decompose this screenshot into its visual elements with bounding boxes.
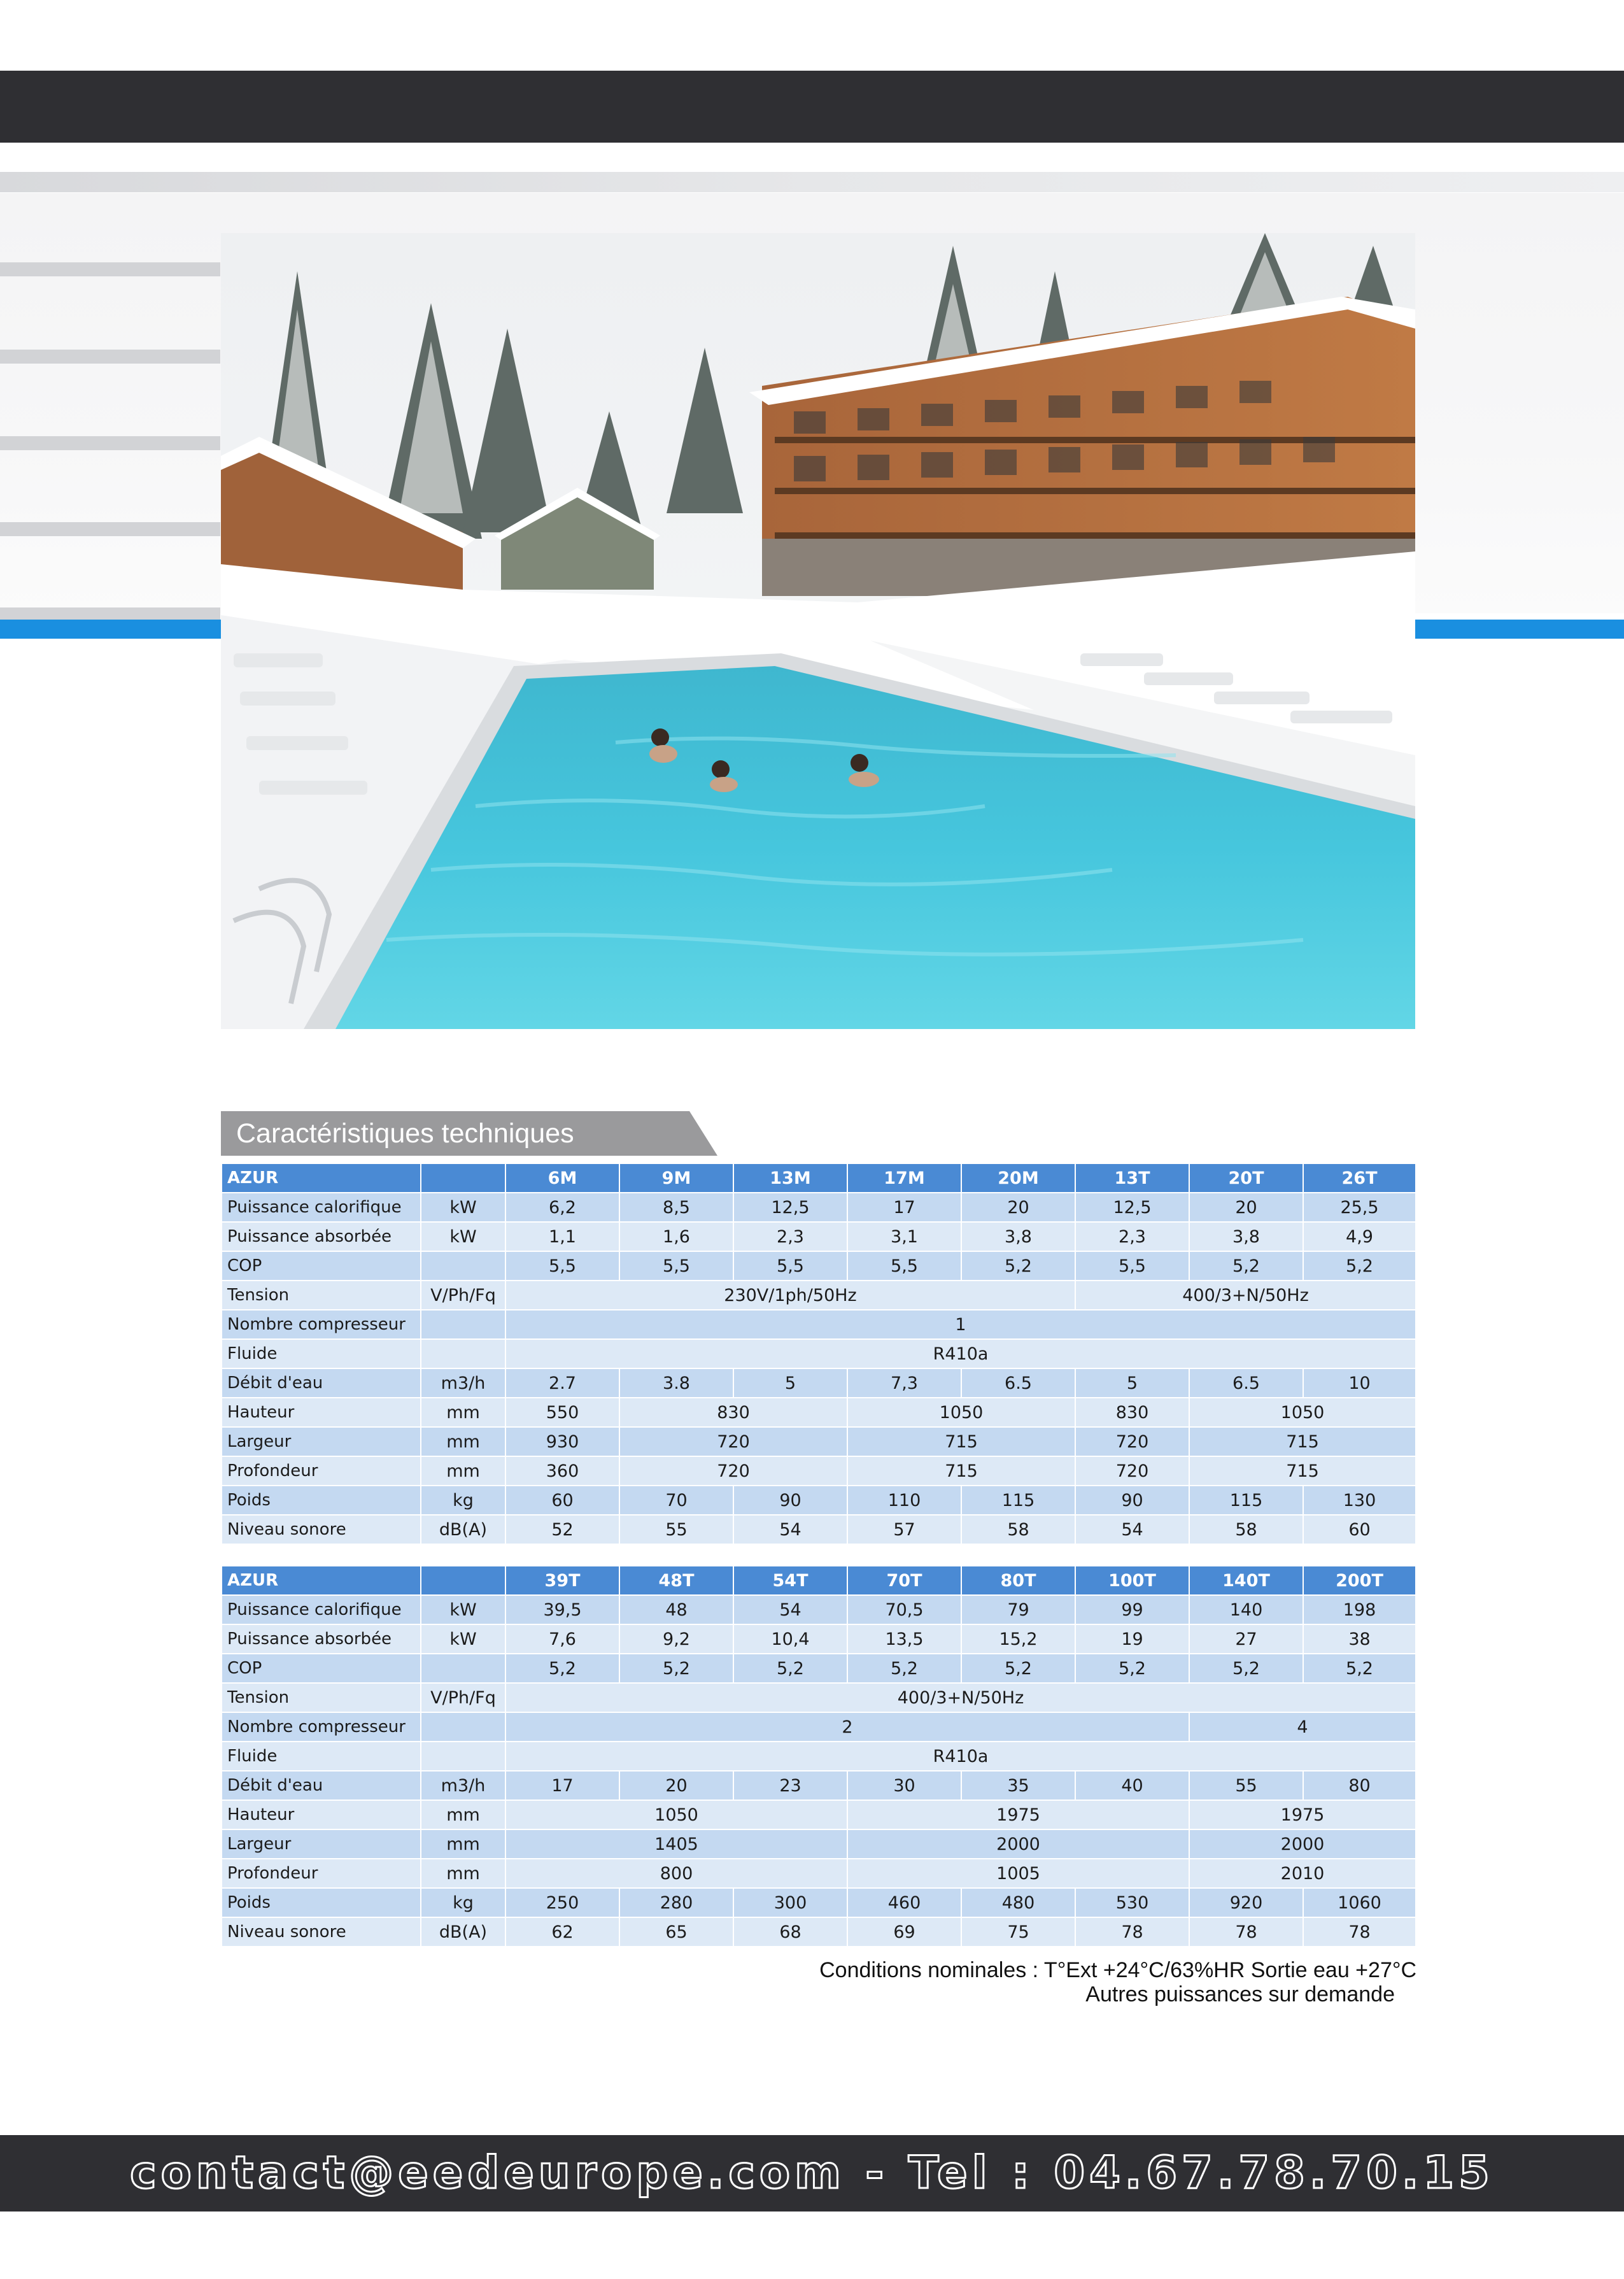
table-row [222, 1771, 1416, 1800]
value-cell: 78 [1303, 1917, 1416, 1947]
unit-cell [421, 1339, 505, 1368]
model-header: 9M [619, 1163, 733, 1193]
pool-photo [221, 233, 1415, 1029]
unit-cell: kW [421, 1193, 505, 1222]
value-cell: 5,5 [505, 1251, 619, 1281]
value-cell: 5,5 [1075, 1251, 1189, 1281]
value-cell: 70,5 [847, 1595, 961, 1624]
left-stripe [0, 436, 220, 450]
value-cell: 715 [1189, 1456, 1416, 1486]
value-cell: 68 [733, 1917, 847, 1947]
value-cell: 230V/1ph/50Hz [505, 1281, 1075, 1310]
value-cell: 1,6 [619, 1222, 733, 1251]
blue-accent-stripe [0, 620, 221, 639]
value-cell: 80 [1303, 1771, 1416, 1800]
value-cell: 2,3 [1075, 1222, 1189, 1251]
table-row [222, 1742, 1416, 1771]
footer-bar [0, 2135, 1624, 2212]
unit-cell: mm [421, 1427, 505, 1456]
spec-table-1 [221, 1163, 1416, 1545]
table-row [222, 1427, 1416, 1456]
value-cell: 17 [505, 1771, 619, 1800]
value-cell: 55 [1189, 1771, 1303, 1800]
value-cell: 360 [505, 1456, 619, 1486]
value-cell: 57 [847, 1515, 961, 1544]
value-cell: 5,2 [733, 1654, 847, 1683]
value-cell: 40 [1075, 1771, 1189, 1800]
unit-cell [421, 1251, 505, 1281]
value-cell: 198 [1303, 1595, 1416, 1624]
row-label: Fluide [222, 1339, 421, 1368]
table-row [222, 1712, 1416, 1742]
other-power-note: Autres puissances sur demande [1085, 1982, 1395, 2006]
model-header: 100T [1075, 1566, 1189, 1595]
row-label: Tension [222, 1281, 421, 1310]
value-cell: 130 [1303, 1486, 1416, 1515]
value-cell: 25,5 [1303, 1193, 1416, 1222]
value-cell: 460 [847, 1888, 961, 1917]
value-cell: 4,9 [1303, 1222, 1416, 1251]
model-header: 140T [1189, 1566, 1303, 1595]
row-label: Largeur [222, 1427, 421, 1456]
value-cell: 55 [619, 1515, 733, 1544]
unit-cell [421, 1712, 505, 1742]
row-label: Profondeur [222, 1859, 421, 1888]
value-cell: 27 [1189, 1624, 1303, 1654]
value-cell: 5 [1075, 1368, 1189, 1398]
row-label: Hauteur [222, 1398, 421, 1427]
model-header: 6M [505, 1163, 619, 1193]
unit-cell: kg [421, 1888, 505, 1917]
value-cell: 13,5 [847, 1624, 961, 1654]
unit-cell: kW [421, 1222, 505, 1251]
unit-cell [421, 1654, 505, 1683]
value-cell: 99 [1075, 1595, 1189, 1624]
row-label: Nombre compresseur [222, 1712, 421, 1742]
value-cell: 300 [733, 1888, 847, 1917]
table-brand: AZUR [222, 1566, 421, 1595]
value-cell: 3,8 [961, 1222, 1075, 1251]
unit-cell: mm [421, 1829, 505, 1859]
table-row [222, 1251, 1416, 1281]
value-cell: 715 [847, 1427, 1075, 1456]
model-header: 20T [1189, 1163, 1303, 1193]
value-cell: 9,2 [619, 1624, 733, 1654]
row-label: Poids [222, 1486, 421, 1515]
value-cell: 60 [1303, 1515, 1416, 1544]
model-header: 26T [1303, 1163, 1416, 1193]
value-cell: 715 [847, 1456, 1075, 1486]
value-cell: 400/3+N/50Hz [1075, 1281, 1416, 1310]
unit-cell [421, 1742, 505, 1771]
row-label: Tension [222, 1683, 421, 1712]
value-cell: 2.7 [505, 1368, 619, 1398]
row-label: Puissance calorifique [222, 1595, 421, 1624]
model-header: 20M [961, 1163, 1075, 1193]
value-cell: 75 [961, 1917, 1075, 1947]
value-cell: 5,2 [505, 1654, 619, 1683]
model-header: 48T [619, 1566, 733, 1595]
row-label: Puissance absorbée [222, 1624, 421, 1654]
value-cell: 530 [1075, 1888, 1189, 1917]
value-cell: 48 [619, 1595, 733, 1624]
model-header: 70T [847, 1566, 961, 1595]
value-cell: 6,2 [505, 1193, 619, 1222]
header-cell [421, 1566, 505, 1595]
unit-cell: kW [421, 1595, 505, 1624]
table-row [222, 1917, 1416, 1947]
value-cell: 5,2 [1303, 1654, 1416, 1683]
value-cell: 720 [1075, 1427, 1189, 1456]
row-label: Profondeur [222, 1456, 421, 1486]
unit-cell: V/Ph/Fq [421, 1281, 505, 1310]
section-title-tab [221, 1111, 717, 1156]
winter-outdoor-pool-photo-icon [221, 233, 1415, 1029]
value-cell: 800 [505, 1859, 847, 1888]
value-cell: 1975 [1189, 1800, 1416, 1829]
value-cell: 10,4 [733, 1624, 847, 1654]
unit-cell: dB(A) [421, 1515, 505, 1544]
value-cell: 58 [961, 1515, 1075, 1544]
value-cell: 930 [505, 1427, 619, 1456]
row-label: Niveau sonore [222, 1515, 421, 1544]
row-label: Puissance absorbée [222, 1222, 421, 1251]
nominal-conditions-note: Conditions nominales : T°Ext +24°C/63%HR Sortie eau +27°C [819, 1958, 1416, 1982]
table-row [222, 1683, 1416, 1712]
value-cell: 115 [961, 1486, 1075, 1515]
value-cell: 2,3 [733, 1222, 847, 1251]
model-header: 17M [847, 1163, 961, 1193]
value-cell: 54 [1075, 1515, 1189, 1544]
value-cell: 20 [619, 1771, 733, 1800]
table-row [222, 1456, 1416, 1486]
row-label: Débit d'eau [222, 1368, 421, 1398]
value-cell: 7,6 [505, 1624, 619, 1654]
value-cell: 830 [619, 1398, 847, 1427]
value-cell: 110 [847, 1486, 961, 1515]
table-row [222, 1829, 1416, 1859]
value-cell: 90 [1075, 1486, 1189, 1515]
value-cell: 78 [1189, 1917, 1303, 1947]
value-cell: 1405 [505, 1829, 847, 1859]
value-cell: 35 [961, 1771, 1075, 1800]
value-cell: 5,2 [1189, 1654, 1303, 1683]
value-cell: 5,2 [961, 1654, 1075, 1683]
value-cell: 250 [505, 1888, 619, 1917]
table-row [222, 1193, 1416, 1222]
section-title: Caractéristiques techniques [236, 1118, 574, 1149]
table-row [222, 1515, 1416, 1544]
value-cell: 1050 [1189, 1398, 1416, 1427]
unit-cell: mm [421, 1398, 505, 1427]
row-label: Fluide [222, 1742, 421, 1771]
unit-cell: mm [421, 1456, 505, 1486]
left-stripe [0, 262, 220, 276]
value-cell: 79 [961, 1595, 1075, 1624]
model-header: 13T [1075, 1163, 1189, 1193]
value-cell: 5,2 [1075, 1654, 1189, 1683]
unit-cell: kW [421, 1624, 505, 1654]
value-cell: 5,2 [1189, 1251, 1303, 1281]
value-cell: 10 [1303, 1368, 1416, 1398]
unit-cell: V/Ph/Fq [421, 1683, 505, 1712]
value-cell: 115 [1189, 1486, 1303, 1515]
value-cell: 54 [733, 1595, 847, 1624]
row-label: Débit d'eau [222, 1771, 421, 1800]
footnotes [819, 1958, 1416, 2006]
value-cell: 480 [961, 1888, 1075, 1917]
table-row [222, 1624, 1416, 1654]
row-label: Puissance calorifique [222, 1193, 421, 1222]
blue-accent-stripe [1415, 620, 1624, 639]
value-cell: 550 [505, 1398, 619, 1427]
value-cell: 3,1 [847, 1222, 961, 1251]
value-cell: 5,5 [619, 1251, 733, 1281]
table-row [222, 1888, 1416, 1917]
table-header-row [222, 1163, 1416, 1193]
value-cell: 5,2 [1303, 1251, 1416, 1281]
value-cell: 30 [847, 1771, 961, 1800]
table-row [222, 1595, 1416, 1624]
model-header: 39T [505, 1566, 619, 1595]
value-cell: 920 [1189, 1888, 1303, 1917]
value-cell: 720 [1075, 1456, 1189, 1486]
unit-cell: m3/h [421, 1771, 505, 1800]
model-header: 200T [1303, 1566, 1416, 1595]
value-cell: 58 [1189, 1515, 1303, 1544]
table-row [222, 1654, 1416, 1683]
grey-band [0, 172, 1624, 192]
value-cell: 5,2 [847, 1654, 961, 1683]
value-cell: 5,5 [847, 1251, 961, 1281]
unit-cell: mm [421, 1800, 505, 1829]
value-cell: 8,5 [619, 1193, 733, 1222]
value-cell: 78 [1075, 1917, 1189, 1947]
value-cell: 5 [733, 1368, 847, 1398]
spec-table-2 [221, 1565, 1416, 1947]
value-cell: 15,2 [961, 1624, 1075, 1654]
unit-cell: m3/h [421, 1368, 505, 1398]
model-header: 13M [733, 1163, 847, 1193]
value-cell: 65 [619, 1917, 733, 1947]
value-cell: 1975 [847, 1800, 1189, 1829]
left-stripe [0, 350, 220, 364]
value-cell: 140 [1189, 1595, 1303, 1624]
row-label: Largeur [222, 1829, 421, 1859]
row-label: Niveau sonore [222, 1917, 421, 1947]
value-cell: 280 [619, 1888, 733, 1917]
value-cell: 38 [1303, 1624, 1416, 1654]
table-row [222, 1222, 1416, 1251]
value-cell: 3.8 [619, 1368, 733, 1398]
table-row [222, 1859, 1416, 1888]
left-stripe [0, 522, 220, 536]
value-cell: 720 [619, 1456, 847, 1486]
value-cell: 2000 [847, 1829, 1189, 1859]
table-row [222, 1368, 1416, 1398]
unit-cell: dB(A) [421, 1917, 505, 1947]
value-cell: 5,2 [619, 1654, 733, 1683]
table-row [222, 1486, 1416, 1515]
value-cell: 20 [1189, 1193, 1303, 1222]
value-cell: 1050 [847, 1398, 1075, 1427]
value-cell: 715 [1189, 1427, 1416, 1456]
table-row [222, 1398, 1416, 1427]
value-cell: 7,3 [847, 1368, 961, 1398]
value-cell: 1 [505, 1310, 1416, 1339]
value-cell: 60 [505, 1486, 619, 1515]
top-dark-bar [0, 71, 1624, 143]
value-cell: 62 [505, 1917, 619, 1947]
contact-line: contact@eedeurope.com - Tel : 04.67.78.70.15 [130, 2147, 1494, 2199]
value-cell: 1060 [1303, 1888, 1416, 1917]
value-cell: 52 [505, 1515, 619, 1544]
value-cell: 2000 [1189, 1829, 1416, 1859]
table-row [222, 1310, 1416, 1339]
value-cell: 830 [1075, 1398, 1189, 1427]
value-cell: 54 [733, 1515, 847, 1544]
table-row [222, 1800, 1416, 1829]
value-cell: 6.5 [961, 1368, 1075, 1398]
value-cell: 2 [505, 1712, 1189, 1742]
table-row [222, 1281, 1416, 1310]
value-cell: 17 [847, 1193, 961, 1222]
value-cell: 1050 [505, 1800, 847, 1829]
table-header-row [222, 1566, 1416, 1595]
row-label: COP [222, 1251, 421, 1281]
value-cell: 5,2 [961, 1251, 1075, 1281]
row-label: Poids [222, 1888, 421, 1917]
value-cell: 12,5 [733, 1193, 847, 1222]
value-cell: 5,5 [733, 1251, 847, 1281]
value-cell: 20 [961, 1193, 1075, 1222]
value-cell: 4 [1189, 1712, 1416, 1742]
unit-cell: kg [421, 1486, 505, 1515]
row-label: Hauteur [222, 1800, 421, 1829]
value-cell: 23 [733, 1771, 847, 1800]
table-row [222, 1339, 1416, 1368]
row-label: Nombre compresseur [222, 1310, 421, 1339]
table-brand: AZUR [222, 1163, 421, 1193]
value-cell: 39,5 [505, 1595, 619, 1624]
value-cell: 2010 [1189, 1859, 1416, 1888]
header-cell [421, 1163, 505, 1193]
value-cell: 6.5 [1189, 1368, 1303, 1398]
value-cell: 3,8 [1189, 1222, 1303, 1251]
unit-cell [421, 1310, 505, 1339]
value-cell: 720 [619, 1427, 847, 1456]
unit-cell: mm [421, 1859, 505, 1888]
value-cell: 1,1 [505, 1222, 619, 1251]
model-header: 80T [961, 1566, 1075, 1595]
row-label: COP [222, 1654, 421, 1683]
value-cell: 1005 [847, 1859, 1189, 1888]
value-cell: R410a [505, 1742, 1416, 1771]
value-cell: 70 [619, 1486, 733, 1515]
value-cell: 19 [1075, 1624, 1189, 1654]
value-cell: 69 [847, 1917, 961, 1947]
value-cell: 90 [733, 1486, 847, 1515]
value-cell: 12,5 [1075, 1193, 1189, 1222]
model-header: 54T [733, 1566, 847, 1595]
value-cell: R410a [505, 1339, 1416, 1368]
value-cell: 400/3+N/50Hz [505, 1683, 1416, 1712]
